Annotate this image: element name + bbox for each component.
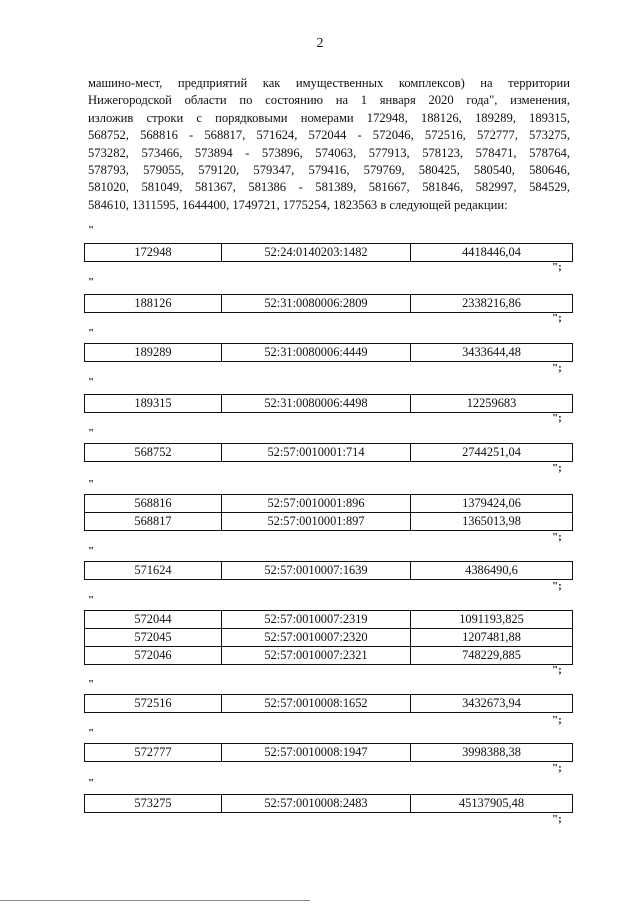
cadastral-number-cell: 52:31:0080006:2809 xyxy=(222,295,411,313)
paragraph-line: изложив строки с порядковыми номерами 172948, 188126, 189289, 189315, xyxy=(88,110,570,125)
opening-quote: " xyxy=(88,678,95,690)
table-row xyxy=(85,395,573,413)
cadastral-table xyxy=(84,343,573,362)
closing-quote: "; xyxy=(552,664,562,676)
opening-quote: " xyxy=(88,777,95,789)
cadastral-table xyxy=(84,243,573,262)
cadastral-number-cell: 52:57:0010007:2321 xyxy=(222,647,411,665)
closing-quote: "; xyxy=(552,261,562,273)
value-cell: 2338216,86 xyxy=(411,295,573,313)
value-cell: 45137905,48 xyxy=(411,795,573,813)
cadastral-number-cell: 52:57:0010008:1947 xyxy=(222,744,411,762)
cadastral-table xyxy=(84,494,573,531)
table-row xyxy=(85,513,573,531)
table-row xyxy=(85,295,573,313)
opening-quote: " xyxy=(88,427,95,439)
row-number-cell: 573275 xyxy=(85,795,222,813)
row-number-cell: 568817 xyxy=(85,513,222,531)
closing-quote: "; xyxy=(552,362,562,374)
row-number-cell: 572045 xyxy=(85,629,222,647)
scan-edge-line xyxy=(0,900,310,901)
opening-quote: " xyxy=(88,545,95,557)
value-cell: 4386490,6 xyxy=(411,562,573,580)
paragraph-line: Нижегородской области по состоянию на 1 января 2020 года", изменения, xyxy=(88,93,570,108)
opening-quote: " xyxy=(88,727,95,739)
paragraph-line: 578793, 579055, 579120, 579347, 579416, 579769, 580425, 580540, 580646, xyxy=(88,163,570,178)
table-row xyxy=(85,611,573,629)
value-cell: 748229,885 xyxy=(411,647,573,665)
closing-quote: "; xyxy=(552,714,562,726)
value-cell: 4418446,04 xyxy=(411,244,573,262)
opening-quote: " xyxy=(88,276,95,288)
opening-quote: " xyxy=(88,376,95,388)
table-row xyxy=(85,629,573,647)
value-cell: 1091193,825 xyxy=(411,611,573,629)
cadastral-number-cell: 52:57:0010008:1652 xyxy=(222,695,411,713)
cadastral-number-cell: 52:24:0140203:1482 xyxy=(222,244,411,262)
table-row xyxy=(85,244,573,262)
row-number-cell: 572777 xyxy=(85,744,222,762)
row-number-cell: 572044 xyxy=(85,611,222,629)
cadastral-number-cell: 52:57:0010007:2320 xyxy=(222,629,411,647)
table-row xyxy=(85,495,573,513)
table-row xyxy=(85,344,573,362)
row-number-cell: 572516 xyxy=(85,695,222,713)
closing-quote: "; xyxy=(552,531,562,543)
cadastral-table xyxy=(84,561,573,580)
paragraph-line: машино-мест, предприятий как имущественных комплексов) на территории xyxy=(88,76,570,90)
table-row xyxy=(85,444,573,462)
paragraph-line: 573282, 573466, 573894 - 573896, 574063, 577913, 578123, 578471, 578764, xyxy=(88,145,570,160)
cadastral-table xyxy=(84,794,573,813)
cadastral-table xyxy=(84,394,573,413)
cadastral-number-cell: 52:31:0080006:4498 xyxy=(222,395,411,413)
row-number-cell: 189289 xyxy=(85,344,222,362)
value-cell: 3998388,38 xyxy=(411,744,573,762)
value-cell: 3433644,48 xyxy=(411,344,573,362)
page-number: 2 xyxy=(316,36,324,51)
closing-quote: "; xyxy=(552,312,562,324)
table-row xyxy=(85,795,573,813)
intro-paragraph xyxy=(88,75,570,214)
cadastral-number-cell: 52:31:0080006:4449 xyxy=(222,344,411,362)
opening-quote: " xyxy=(88,327,95,339)
cadastral-number-cell: 52:57:0010007:1639 xyxy=(222,562,411,580)
opening-quote: " xyxy=(88,224,95,236)
value-cell: 1207481,88 xyxy=(411,629,573,647)
value-cell: 3432673,94 xyxy=(411,695,573,713)
value-cell: 1379424,06 xyxy=(411,495,573,513)
cadastral-table xyxy=(84,443,573,462)
value-cell: 2744251,04 xyxy=(411,444,573,462)
table-row xyxy=(85,647,573,665)
value-cell: 1365013,98 xyxy=(411,513,573,531)
cadastral-number-cell: 52:57:0010001:897 xyxy=(222,513,411,531)
cadastral-number-cell: 52:57:0010008:2483 xyxy=(222,795,411,813)
closing-quote: "; xyxy=(552,762,562,774)
cadastral-table xyxy=(84,743,573,762)
closing-quote: "; xyxy=(552,580,562,592)
closing-quote: "; xyxy=(552,813,562,825)
cadastral-table xyxy=(84,294,573,313)
row-number-cell: 572046 xyxy=(85,647,222,665)
row-number-cell: 571624 xyxy=(85,562,222,580)
cadastral-number-cell: 52:57:0010001:896 xyxy=(222,495,411,513)
cadastral-number-cell: 52:57:0010007:2319 xyxy=(222,611,411,629)
table-row xyxy=(85,695,573,713)
cadastral-table xyxy=(84,694,573,713)
row-number-cell: 568816 xyxy=(85,495,222,513)
paragraph-line: 568752, 568816 - 568817, 571624, 572044 - 572046, 572516, 572777, 573275, xyxy=(88,128,570,143)
table-row xyxy=(85,562,573,580)
table-row xyxy=(85,744,573,762)
value-cell: 12259683 xyxy=(411,395,573,413)
closing-quote: "; xyxy=(552,412,562,424)
row-number-cell: 172948 xyxy=(85,244,222,262)
paragraph-line: 584610, 1311595, 1644400, 1749721, 1775254, 1823563 в следующей редакции: xyxy=(88,197,508,212)
opening-quote: " xyxy=(88,478,95,490)
row-number-cell: 189315 xyxy=(85,395,222,413)
row-number-cell: 568752 xyxy=(85,444,222,462)
closing-quote: "; xyxy=(552,462,562,474)
paragraph-line: 581020, 581049, 581367, 581386 - 581389, 581667, 581846, 582997, 584529, xyxy=(88,180,570,195)
cadastral-table xyxy=(84,610,573,665)
cadastral-number-cell: 52:57:0010001:714 xyxy=(222,444,411,462)
opening-quote: " xyxy=(88,594,95,606)
row-number-cell: 188126 xyxy=(85,295,222,313)
